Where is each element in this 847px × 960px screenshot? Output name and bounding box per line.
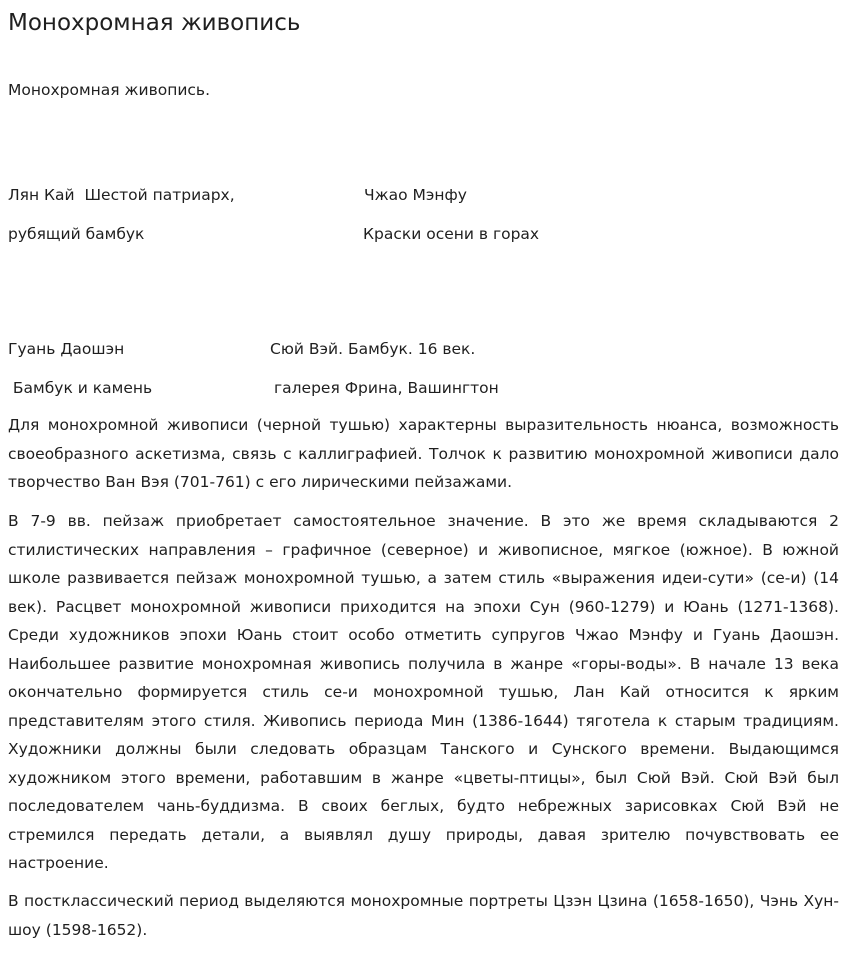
caption-xu-wei-line1: Сюй Вэй. Бамбук. 16 век.	[270, 340, 476, 358]
paragraph-intro: Для монохромной живописи (черной тушью) характерны выразительность нюанса, возможность своеобразного аскетизма, связь с каллиграфией. Толчок к развитию монохромной живописи дало творчество Ван Вэя (701-761) с его лирическими пейзажами.	[8, 416, 839, 491]
caption-guan-daosheng-line1: Гуань Даошэн	[8, 340, 125, 358]
caption-zhao-mengfu-line2: Краски осени в горах	[363, 225, 540, 243]
caption-xu-wei-line2: галерея Фрина, Вашингтон	[274, 379, 499, 397]
subtitle: Монохромная живопись.	[8, 81, 210, 99]
paragraph-history: В 7-9 вв. пейзаж приобретает самостоятельное значение. В это же время складываются 2 стилистических направления – графичное (северное) и живописное, мягкое (южное). В южной школе развивается пейзаж монохромной тушью, а затем стиль «выражения идеи-сути» (се-и) (14 век). Расцвет монохромной живописи приходится на эпохи Сун (960-1279) и Юань (1271-1368). Среди художников эпохи Юань стоит особо отметить супругов Чжао Мэнфу и Гуань Даошэн. Наибольшее развитие монохромная живопись получила в жанре «горы-воды». В начале 13 века окончательно формируется стиль се-и монохромной тушью, Лан Кай относится к ярким представителям этого стиля. Живопись периода Мин (1386-1644) тяготела к старым традициям. Художники должны были следовать образцам Танского и Сунского времени. Выдающимся художником этого времени, работавшим в жанре «цветы-птицы», был Сюй Вэй. Сюй Вэй был последователем чань-буддизма. В своих беглых, будто небрежных зарисовках Сюй Вэй не стремился передать детали, а выявлял душу природы, давая зрителю почувствовать ее настроение.	[8, 512, 839, 872]
caption-liang-kai-line2: рубящий бамбук	[8, 225, 145, 243]
paragraph-postclassical: В постклассический период выделяются монохромные портреты Цзэн Цзина (1658-1650), Чэнь Хун-шоу (1598-1652).	[8, 892, 839, 939]
caption-guan-daosheng-line2: Бамбук и камень	[8, 379, 153, 397]
caption-zhao-mengfu-line1: Чжао Мэнфу	[364, 186, 467, 204]
page-title: Монохромная живопись	[8, 10, 301, 36]
caption-liang-kai-line1: Лян Кай Шестой патриарх,	[8, 186, 235, 204]
